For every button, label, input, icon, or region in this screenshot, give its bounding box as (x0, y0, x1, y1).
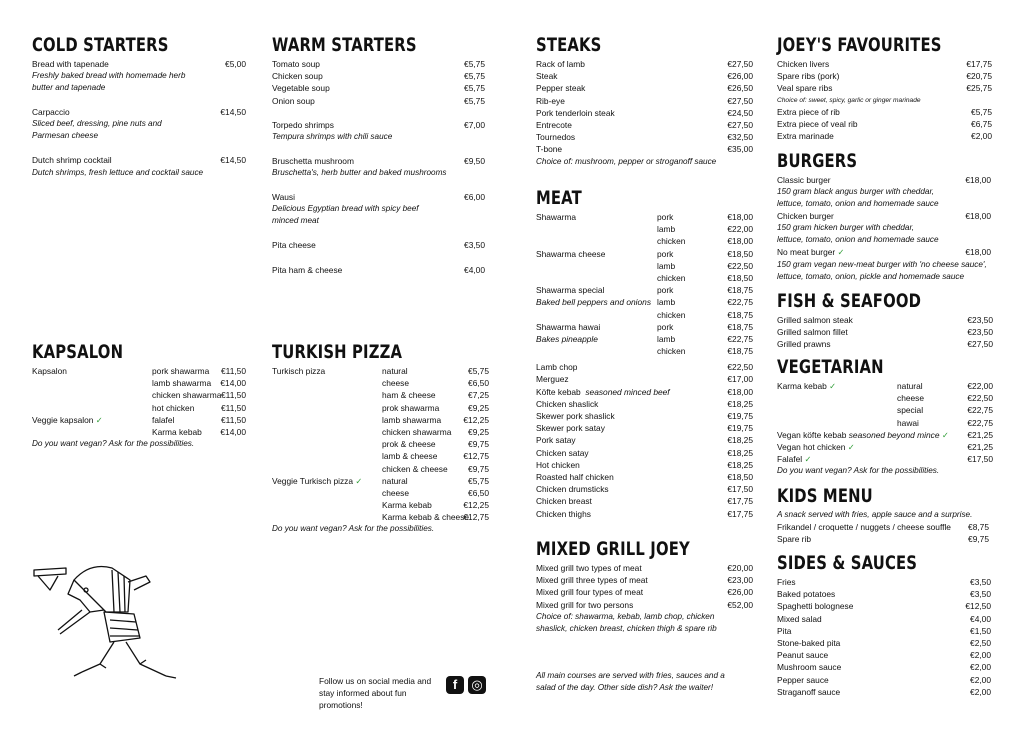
menu-item: Peanut sauce €2,00 (777, 650, 991, 661)
menu-item: lamb shawarma €12,25 (382, 414, 489, 425)
menu-item: lamb €22,50 (657, 260, 753, 271)
item-description: Dutch shrimps, fresh lettuce and cocktail sauce (32, 167, 204, 177)
menu-item: Chicken burger €18,00 (777, 211, 991, 222)
menu-item: Karma kebab €12,25 (382, 500, 489, 511)
menu-item: Extra piece of veal rib €6,75 (777, 118, 992, 129)
section-warm-starters (272, 34, 485, 276)
menu-item: Baked bell peppers and onions lamb €22,75 (536, 297, 753, 308)
menu-item: Chicken livers €17,75 (777, 59, 992, 69)
menu-item: Veggie Turkisch pizza ✓ natural €5,75 (272, 475, 489, 486)
menu-item: prok & cheese €9,75 (382, 439, 489, 450)
section-title: JOEY'S FAVOURITES (777, 34, 942, 56)
sauce-note: Choice of: mushroom, pepper or stroganoff sauce (536, 156, 717, 166)
menu-item: Vegetable soup €5,75 (272, 83, 485, 94)
section-burgers (777, 150, 991, 283)
menu-item: Shawarma pork €18,00 (536, 212, 753, 222)
menu-item: ham & cheese €7,25 (382, 390, 489, 401)
vegan-check-icon: ✓ (941, 429, 949, 440)
menu-item: Bruschetta mushroom €9,50 (272, 155, 485, 166)
menu-item: Torpedo shrimps €7,00 (272, 119, 485, 130)
menu-item: Spare ribs (pork) €20,75 (777, 71, 992, 82)
menu-item: Hot chicken €18,25 (536, 459, 753, 470)
vegan-check-icon: ✓ (837, 247, 845, 258)
menu-item: Rib-eye €27,50 (536, 95, 753, 106)
menu-item: Mushroom sauce €2,00 (777, 662, 991, 673)
menu-item: Extra piece of rib €5,75 (777, 106, 992, 117)
menu-item: special €22,75 (897, 405, 993, 416)
menu-item: Lamb chop €22,50 (536, 362, 753, 373)
menu-item: Shawarma cheese pork €18,50 (536, 248, 753, 259)
menu-item: Spare rib €9,75 (777, 534, 989, 545)
menu-item: Chicken shaslick €18,25 (536, 398, 753, 409)
item-description: Freshly baked bread with homemade herb butter and tapenade (32, 71, 186, 93)
menu-item: Veal spare ribs €25,75 (777, 83, 992, 94)
menu-item: Grilled salmon fillet €23,50 (777, 327, 993, 338)
menu-item: Roasted half chicken €18,50 (536, 471, 753, 482)
menu-item: Entrecote €27,50 (536, 119, 753, 130)
menu-item: Steak €26,00 (536, 71, 753, 82)
menu-item: chicken €18,50 (657, 272, 753, 283)
menu-item: Mixed grill two types of meat €20,00 (536, 563, 753, 573)
menu-item: Mixed salad €4,00 (777, 613, 991, 624)
menu-item: Bread with tapenade €5,00 (32, 59, 246, 69)
vegan-check-icon: ✓ (355, 475, 363, 486)
menu-item: Pita cheese €3,50 (272, 240, 485, 251)
menu-item: Baked potatoes €3,50 (777, 589, 991, 600)
section-fish-seafood (777, 290, 993, 351)
menu-item: Karma kebab €14,00 (152, 426, 246, 437)
menu-item: Chicken soup €5,75 (272, 71, 485, 82)
menu-item: Karma kebab & cheese €12,75 (382, 512, 489, 523)
section-joeys-favourites (777, 34, 992, 142)
menu-item: lamb shawarma €14,00 (152, 378, 246, 389)
menu-item: Mixed grill for two persons €52,00 (536, 599, 753, 610)
menu-item: Kapsalon pork shawarma €11,50 (32, 366, 246, 376)
item-description: Tempura shrimps with chili sauce (272, 131, 393, 141)
item-description: Delicious Egyptian bread with spicy beef minced meat (272, 204, 419, 226)
menu-item: Rack of lamb €27,50 (536, 59, 753, 69)
vegan-check-icon: ✓ (804, 454, 812, 465)
menu-item: Vegan köfte kebab seasoned beyond mince ✓ €21,25 (777, 429, 993, 440)
menu-item: Extra marinade €2,00 (777, 130, 992, 141)
item-description: 150 gram hicken burger with cheddar, lettuce, tomato, onion and homemade sauce (777, 223, 939, 245)
menu-item: chicken €18,00 (657, 236, 753, 247)
section-title: STEAKS (536, 34, 602, 56)
menu-item: chicken shawarma €9,25 (382, 426, 489, 437)
menu-item: Wausi €6,00 (272, 192, 485, 203)
section-meat (536, 187, 753, 520)
menu-item: prok shawarma €9,25 (382, 402, 489, 413)
menu-item: Turkisch pizza natural €5,75 (272, 366, 489, 376)
menu-item: Spaghetti bolognese €12,50 (777, 601, 991, 612)
menu-item: chicken €18,75 (657, 309, 753, 320)
menu-item: Pepper sauce €2,00 (777, 674, 991, 685)
section-title: TURKISH PIZZA (272, 341, 403, 363)
menu-item: chicken shawarma €11,50 (152, 390, 246, 401)
vegan-note: Do you want vegan? Ask for the possibilities. (32, 439, 195, 449)
menu-item: Skewer pork shaslick €19,75 (536, 411, 753, 421)
vegan-check-icon: ✓ (95, 414, 103, 425)
menu-item: hawai €22,75 (897, 417, 993, 428)
menu-item: Stone-baked pita €2,50 (777, 637, 991, 648)
vegan-check-icon: ✓ (829, 381, 837, 391)
main-course-footnote: All main courses are served with fries, sauces and a salad of the day. Other side dish? Ask the waiter! (536, 671, 725, 692)
section-title: FISH & SEAFOOD (777, 290, 922, 312)
menu-item: Grilled prawns €27,50 (777, 339, 993, 350)
menu-item: Pita ham & cheese €4,00 (272, 264, 485, 275)
menu-item: Chicken satay €18,25 (536, 447, 753, 458)
menu-item: Tomato soup €5,75 (272, 59, 485, 69)
section-title: COLD STARTERS (32, 34, 169, 56)
menu-item: Merguez €17,00 (536, 374, 753, 385)
section-turkish-pizza (272, 341, 489, 535)
menu-item: Mixed grill four types of meat €26,00 (536, 587, 753, 598)
vegan-note: Do you want vegan? Ask for the possibilities. (272, 524, 435, 534)
section-kids-menu (777, 485, 989, 545)
menu-item: Carpaccio €14,50 (32, 107, 246, 118)
instagram-icon[interactable]: ◎ (468, 676, 486, 694)
menu-item: Classic burger €18,00 (777, 175, 991, 185)
menu-item: Chicken drumsticks €17,50 (536, 484, 753, 495)
menu-item: Fries €3,50 (777, 577, 991, 587)
menu-item: Shawarma special pork €18,75 (536, 285, 753, 296)
menu-item: Mixed grill three types of meat €23,00 (536, 575, 753, 586)
section-title: KAPSALON (32, 341, 124, 363)
section-title: WARM STARTERS (272, 34, 417, 56)
menu-item: cheese €6,50 (382, 487, 489, 498)
menu-item: Bakes pineapple lamb €22,75 (536, 333, 753, 344)
menu-item: Shawarma hawai pork €18,75 (536, 321, 753, 332)
section-mixed-grill (536, 538, 753, 635)
section-title: MIXED GRILL JOEY (536, 538, 690, 560)
section-sides-sauces (777, 552, 991, 698)
menu-item: Vegan hot chicken ✓ €21,25 (777, 441, 993, 452)
item-description: 150 gram vegan new-meat burger with 'no cheese sauce', lettuce, tomato, onion, pickle and homemade sauce (777, 259, 987, 281)
pharaoh-illustration (30, 560, 180, 690)
menu-item: cheese €6,50 (382, 378, 489, 389)
menu-item: Pita €1,50 (777, 625, 991, 636)
menu-item: Köfte kebab seasoned minced beef €18,00 (536, 386, 753, 397)
social-follow-text: Follow us on social media and stay informed about fun promotions! (319, 676, 432, 710)
section-steaks (536, 34, 753, 168)
menu-item: Pork satay €18,25 (536, 435, 753, 446)
menu-item: chicken & cheese €9,75 (382, 463, 489, 474)
menu-item: Pork tenderloin steak €24,50 (536, 107, 753, 118)
section-kapsalon (32, 341, 246, 450)
choice-note: Choice of: shawarma, kebab, lamb chop, chicken shaslick, chicken breast, chicken thigh & spare rib (536, 611, 717, 633)
menu-item: chicken €18,75 (657, 346, 753, 357)
marinade-note: Choice of: sweet, spicy, garlic or ginger marinade (777, 96, 921, 104)
vegan-note: Do you want vegan? Ask for the possibilities. (777, 466, 940, 476)
menu-item: Onion soup €5,75 (272, 95, 485, 106)
menu-item: Pepper steak €26,50 (536, 83, 753, 94)
section-title: MEAT (536, 187, 582, 209)
menu-item: lamb & cheese €12,75 (382, 451, 489, 462)
section-title: VEGETARIAN (777, 356, 884, 378)
menu-item: hot chicken €11,50 (152, 402, 246, 413)
menu-item: Karma kebab ✓ natural €22,00 (777, 381, 993, 391)
menu-item: Tournedos €32,50 (536, 132, 753, 143)
menu-item: Chicken breast €17,75 (536, 496, 753, 507)
item-description: Bruschetta's, herb butter and baked mushrooms (272, 168, 447, 178)
menu-item: lamb €22,00 (657, 224, 753, 235)
item-description: Sliced beef, dressing, pine nuts and Parmesan cheese (32, 119, 162, 141)
menu-item: Grilled salmon steak €23,50 (777, 315, 993, 325)
menu-item: Frikandel / croquette / nuggets / cheese souffle €8,75 (777, 522, 989, 532)
menu-item: No meat burger ✓ €18,00 (777, 247, 991, 258)
section-title: BURGERS (777, 150, 858, 172)
menu-item: Veggie kapsalon ✓ falafel €11,50 (32, 414, 246, 425)
section-title: KIDS MENU (777, 485, 873, 507)
kids-description: A snack served with fries, apple sauce and a surprise. (777, 510, 973, 519)
menu-item: Chicken thighs €17,75 (536, 508, 753, 519)
section-title: SIDES & SAUCES (777, 552, 918, 574)
section-vegetarian (777, 356, 993, 477)
menu-item: Straganoff sauce €2,00 (777, 686, 991, 697)
section-cold-starters (32, 34, 246, 179)
vegan-check-icon: ✓ (847, 441, 855, 452)
menu-item: Skewer pork satay €19,75 (536, 423, 753, 434)
menu-item: Dutch shrimp cocktail €14,50 (32, 155, 246, 166)
facebook-icon[interactable]: f (446, 676, 464, 694)
item-description: 150 gram black angus burger with cheddar, lettuce, tomato, onion and homemade sauce (777, 187, 939, 209)
menu-item: cheese €22,50 (897, 393, 993, 404)
menu-item: Falafel ✓ €17,50 (777, 454, 993, 465)
menu-item: T-bone €35,00 (536, 144, 753, 155)
